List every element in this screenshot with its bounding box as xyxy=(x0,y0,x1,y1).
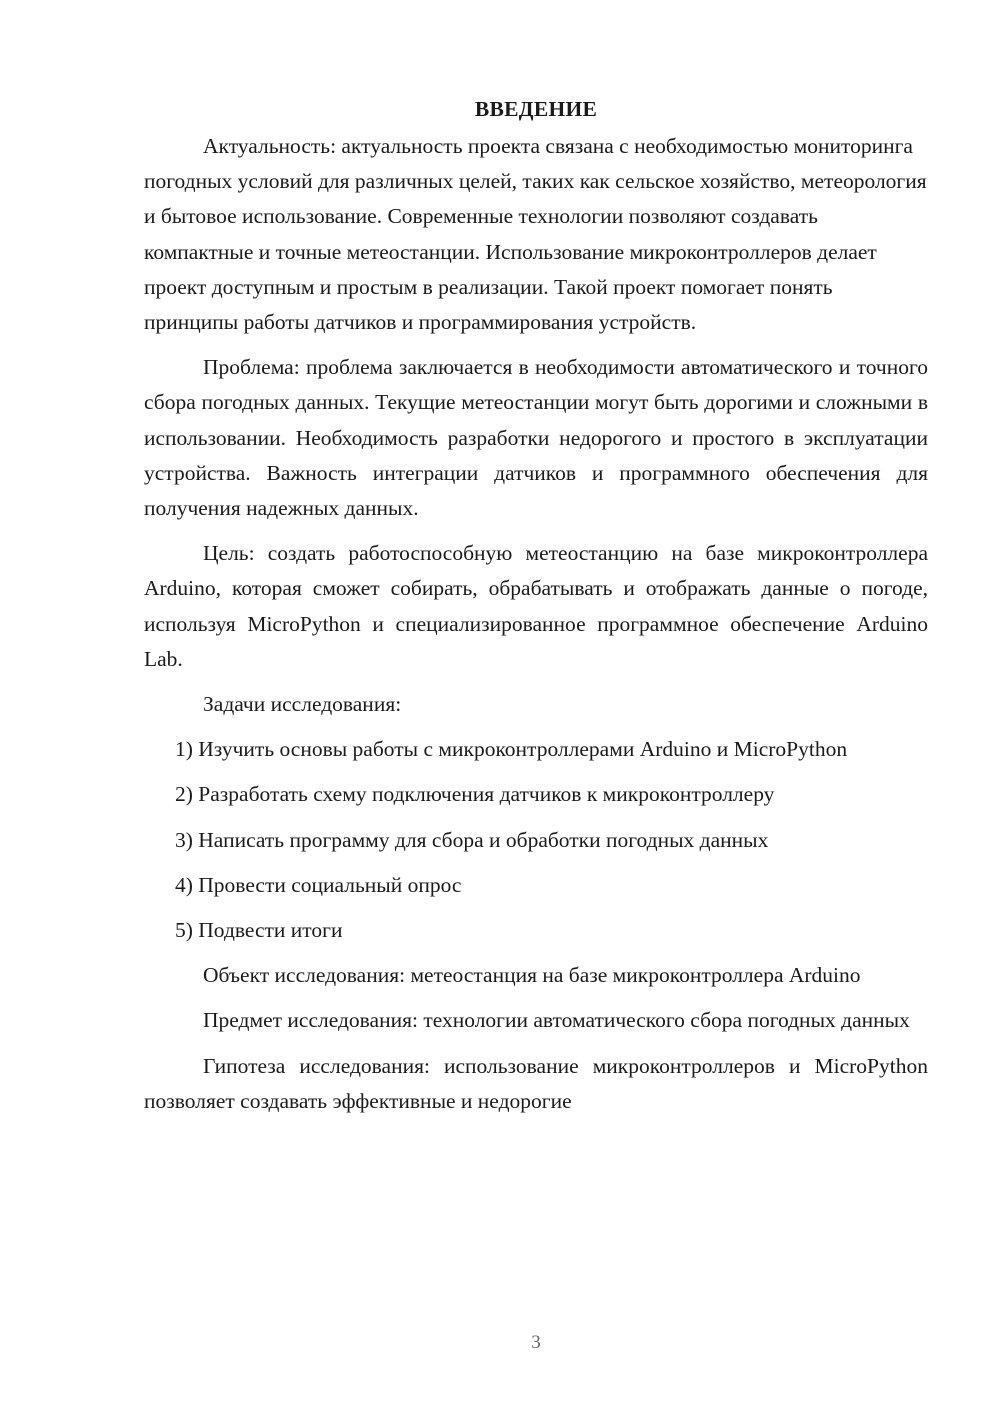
paragraph-tasks-intro: Задачи исследования: xyxy=(203,692,402,717)
paragraph-relevance: Актуальность: актуальность проекта связана с необходимостью мониторинга погодных условий для различных целей, таких как сельское хозяйство, метеорология и бытовое использование. Современные технологии позволяют создавать компактные и точные метеостанции. Использование микроконтроллеров делает проект доступным и простым в реализации. Такой проект помогает понять принципы работы датчиков и программирования устройств. xyxy=(144,134,927,335)
paragraph-hypothesis: Гипотеза исследования: использование микроконтроллеров и MicroPython позволяет создавать эффективные и недорогие xyxy=(144,1053,928,1113)
task-item-1: 1) Изучить основы работы с микроконтроллерами Arduino и MicroPython xyxy=(175,737,848,762)
page-content xyxy=(144,92,928,1129)
page-number: 3 xyxy=(531,1332,541,1353)
task-item-4: 4) Провести социальный опрос xyxy=(175,872,462,897)
task-item-2: 2) Разработать схему подключения датчиков к микроконтроллеру xyxy=(175,782,775,807)
task-item-3: 3) Написать программу для сбора и обработки погодных данных xyxy=(175,827,769,852)
section-heading: ВВЕДЕНИЕ xyxy=(474,97,598,121)
paragraph-goal: Цель: создать работоспособную метеостанцию на базе микроконтроллера Arduino, которая сможет собирать, обрабатывать и отображать данные о погоде, используя MicroPython и специализированное программное обеспечение Arduino Lab. xyxy=(144,541,928,671)
paragraph-object: Объект исследования: метеостанция на базе микроконтроллера Arduino xyxy=(203,963,861,988)
paragraph-problem: Проблема: проблема заключается в необходимости автоматического и точного сбора погодных данных. Текущие метеостанции могут быть дорогими и сложными в использовании. Необходимость разработки недорогого и простого в эксплуатации устройства. Важность интеграции датчиков и программного обеспечения для получения надежных данных. xyxy=(144,355,928,521)
paragraph-subject: Предмет исследования: технологии автоматического сбора погодных данных xyxy=(203,1008,910,1033)
task-item-5: 5) Подвести итоги xyxy=(175,918,343,943)
